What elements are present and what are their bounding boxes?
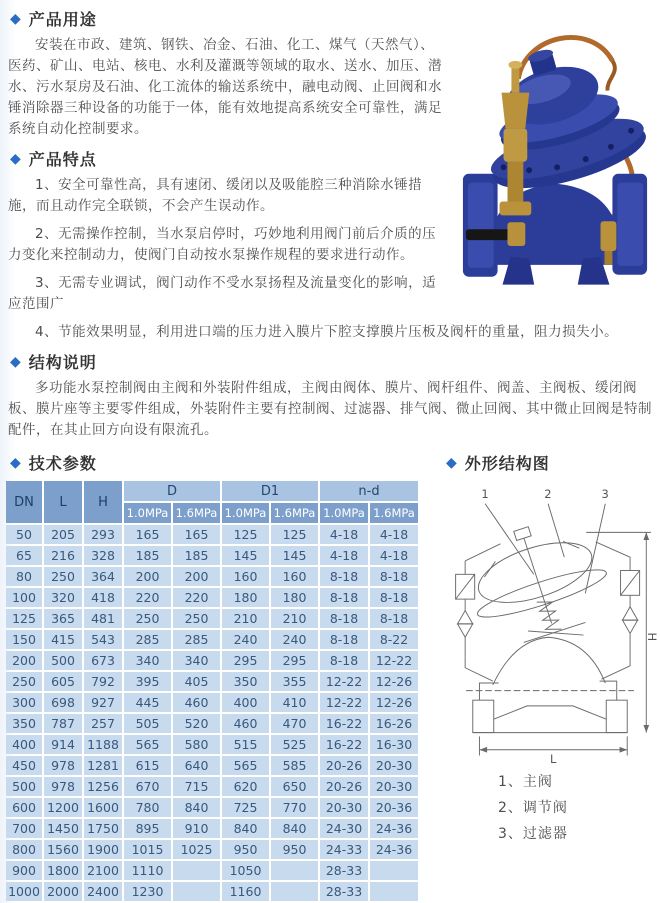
table-cell: 250 — [44, 567, 82, 586]
table-cell: 415 — [44, 630, 82, 649]
subheader-16mpa: 1.6MPa — [271, 503, 318, 523]
table-cell: 565 — [222, 756, 269, 775]
table-cell: 8-18 — [320, 588, 368, 607]
table-cell: 780 — [124, 798, 171, 817]
feature-item: 1、安全可靠性高，具有速闭、缓闭以及吸能腔三种消除水锤措施，而且动作完全联锁，不会产生误动作。 — [8, 177, 423, 214]
table-cell: 220 — [124, 588, 171, 607]
table-cell: 895 — [124, 819, 171, 838]
table-cell: 840 — [222, 819, 269, 838]
parameters-table-body — [6, 525, 418, 901]
table-cell: 8-18 — [370, 588, 418, 607]
table-row — [6, 567, 418, 586]
callout-1: 1 — [481, 487, 489, 502]
table-cell: 20-36 — [370, 798, 418, 817]
table-row — [6, 609, 418, 628]
table-cell: 240 — [222, 630, 269, 649]
table-cell: 1015 — [124, 840, 171, 859]
section-title-outline — [446, 451, 660, 474]
valve-handle — [466, 229, 512, 240]
table-cell: 1000 — [6, 882, 42, 901]
table-cell: 400 — [222, 693, 269, 712]
table-cell: 240 — [271, 630, 318, 649]
table-cell: 1025 — [173, 840, 220, 859]
table-cell — [173, 882, 220, 901]
table-cell: 20-30 — [370, 756, 418, 775]
subheader-10mpa: 1.0MPa — [124, 503, 171, 523]
table-cell: 80 — [6, 567, 42, 586]
callout-2: 2 — [544, 487, 552, 502]
table-cell: 12-26 — [370, 693, 418, 712]
header-row-groups — [6, 481, 418, 501]
table-cell: 20-30 — [320, 798, 368, 817]
table-cell: 328 — [84, 546, 122, 565]
table-cell: 520 — [173, 714, 220, 733]
section-title-features — [10, 147, 448, 170]
section-title-structure — [10, 350, 654, 373]
structure-paragraph: 多功能水泵控制阀由主阀和外装附件组成，主阀由阀体、膜片、阀杆组件、阀盖、主阀板、缓闭阀板、膜片座等主要零件组成，外装附件主要有控制阀、过滤器、排气阀、微止回阀、其中微止回阀是特制配件，在其止回方向设有限流孔。 — [8, 380, 652, 438]
table-cell: 8-18 — [370, 567, 418, 586]
table-cell: 605 — [44, 672, 82, 691]
table-cell: 364 — [84, 567, 122, 586]
table-cell: 200 — [173, 567, 220, 586]
diamond-icon: ◆ — [10, 150, 22, 167]
table-cell: 515 — [222, 735, 269, 754]
table-cell: 840 — [271, 819, 318, 838]
table-cell: 320 — [44, 588, 82, 607]
table-cell: 500 — [44, 651, 82, 670]
table-cell: 16-22 — [320, 714, 368, 733]
table-cell: 580 — [173, 735, 220, 754]
table-cell — [271, 861, 318, 880]
table-cell: 725 — [222, 798, 269, 817]
table-row — [6, 756, 418, 775]
table-cell: 8-18 — [370, 609, 418, 628]
table-cell: 1600 — [84, 798, 122, 817]
table-cell: 1160 — [222, 882, 269, 901]
table-cell: 1281 — [84, 756, 122, 775]
table-cell: 698 — [44, 693, 82, 712]
table-cell: 165 — [173, 525, 220, 544]
table-cell: 250 — [173, 609, 220, 628]
table-cell: 350 — [6, 714, 42, 733]
table-cell: 800 — [6, 840, 42, 859]
bottom-columns — [8, 449, 660, 903]
table-row — [6, 651, 418, 670]
table-cell: 210 — [271, 609, 318, 628]
table-cell: 481 — [84, 609, 122, 628]
table-cell: 24-36 — [370, 819, 418, 838]
table-row — [6, 693, 418, 712]
table-cell: 950 — [271, 840, 318, 859]
table-cell: 670 — [124, 777, 171, 796]
table-cell: 285 — [124, 630, 171, 649]
table-cell: 927 — [84, 693, 122, 712]
table-cell: 165 — [124, 525, 171, 544]
table-cell — [370, 861, 418, 880]
legend-item-filter: 3、过滤器 — [498, 826, 568, 842]
table-cell: 565 — [124, 735, 171, 754]
table-cell: 1450 — [44, 819, 82, 838]
table-cell: 1256 — [84, 777, 122, 796]
table-cell: 1188 — [84, 735, 122, 754]
table-row — [6, 819, 418, 838]
table-cell: 620 — [222, 777, 269, 796]
dim-label-h: H — [645, 632, 660, 642]
table-cell: 200 — [124, 567, 171, 586]
section-title-parameters — [10, 451, 430, 474]
structure-title: 结构说明 — [28, 353, 97, 372]
legend-item-regulating-valve: 2、调节阀 — [498, 800, 568, 816]
table-cell: 8-22 — [370, 630, 418, 649]
table-cell: 640 — [173, 756, 220, 775]
col-header-d1: D1 — [222, 481, 318, 501]
table-cell: 460 — [173, 693, 220, 712]
subheader-16mpa: 1.6MPa — [370, 503, 418, 523]
table-cell: 770 — [271, 798, 318, 817]
table-cell: 220 — [173, 588, 220, 607]
table-cell: 4-18 — [370, 525, 418, 544]
table-cell: 978 — [44, 756, 82, 775]
table-cell: 600 — [6, 798, 42, 817]
table-cell: 914 — [44, 735, 82, 754]
table-cell: 700 — [6, 819, 42, 838]
table-cell: 250 — [124, 609, 171, 628]
table-row — [6, 735, 418, 754]
table-cell: 12-22 — [320, 672, 368, 691]
table-cell: 418 — [84, 588, 122, 607]
table-cell: 395 — [124, 672, 171, 691]
table-cell: 8-18 — [320, 609, 368, 628]
table-cell: 1200 — [44, 798, 82, 817]
table-cell: 145 — [222, 546, 269, 565]
table-cell — [271, 882, 318, 901]
table-cell: 250 — [6, 672, 42, 691]
table-cell: 12-22 — [370, 651, 418, 670]
table-row — [6, 546, 418, 565]
table-cell: 340 — [173, 651, 220, 670]
usage-title: 产品用途 — [28, 10, 97, 29]
table-cell: 1050 — [222, 861, 269, 880]
table-cell: 210 — [222, 609, 269, 628]
table-row — [6, 714, 418, 733]
table-cell: 16-30 — [370, 735, 418, 754]
table-cell: 100 — [6, 588, 42, 607]
table-cell: 900 — [6, 861, 42, 880]
table-cell: 50 — [6, 525, 42, 544]
callout-3: 3 — [601, 487, 609, 502]
table-row — [6, 630, 418, 649]
col-header-h: H — [84, 481, 122, 523]
table-cell: 445 — [124, 693, 171, 712]
subheader-16mpa: 1.6MPa — [173, 503, 220, 523]
table-cell: 24-36 — [370, 840, 418, 859]
dim-label-l: L — [550, 752, 557, 765]
table-cell: 295 — [271, 651, 318, 670]
table-cell: 1750 — [84, 819, 122, 838]
outline-diagram — [436, 479, 660, 765]
table-cell: 650 — [271, 777, 318, 796]
table-cell: 525 — [271, 735, 318, 754]
table-cell: 615 — [124, 756, 171, 775]
parameters-section — [8, 449, 430, 903]
table-row — [6, 798, 418, 817]
table-cell: 2000 — [44, 882, 82, 901]
structure-section — [8, 350, 654, 441]
table-cell: 12-26 — [370, 672, 418, 691]
table-cell: 8-18 — [320, 651, 368, 670]
top-section — [8, 7, 654, 343]
table-row — [6, 882, 418, 901]
table-cell: 12-22 — [320, 693, 368, 712]
table-cell: 145 — [271, 546, 318, 565]
diamond-icon: ◆ — [10, 10, 22, 27]
table-cell: 1900 — [84, 840, 122, 859]
table-cell: 300 — [6, 693, 42, 712]
table-cell: 1800 — [44, 861, 82, 880]
table-cell: 1110 — [124, 861, 171, 880]
table-cell — [173, 861, 220, 880]
diamond-icon: ◆ — [446, 454, 458, 471]
table-cell: 185 — [173, 546, 220, 565]
subheader-10mpa: 1.0MPa — [222, 503, 269, 523]
table-cell: 978 — [44, 777, 82, 796]
table-cell: 8-18 — [320, 567, 368, 586]
usage-paragraph: 安装在市政、建筑、钢铁、冶金、石油、化工、煤气（天然气）、医药、矿山、电站、核电、水利及灌溉等领域的取水、送水、加压、潜水、污水泵房及石油、化工流体的输送系统中，融电动阀、止回阀和水锤消除器三种设备的功能于一体，能有效地提高系统安全可靠性，满足系统自动化控制要求。 — [8, 37, 442, 137]
table-cell: 160 — [222, 567, 269, 586]
diagram-legend — [498, 769, 660, 847]
table-cell: 125 — [271, 525, 318, 544]
table-cell: 470 — [271, 714, 318, 733]
table-cell: 1230 — [124, 882, 171, 901]
table-row — [6, 588, 418, 607]
parameters-title: 技术参数 — [28, 454, 97, 473]
table-cell: 350 — [222, 672, 269, 691]
table-cell: 500 — [6, 777, 42, 796]
legend-item-main-valve: 1、主阀 — [498, 774, 553, 790]
table-cell: 585 — [271, 756, 318, 775]
diamond-icon: ◆ — [10, 353, 22, 370]
table-cell: 125 — [6, 609, 42, 628]
table-cell — [370, 882, 418, 901]
table-cell: 450 — [6, 756, 42, 775]
table-cell: 180 — [271, 588, 318, 607]
table-cell: 293 — [84, 525, 122, 544]
table-row — [6, 525, 418, 544]
table-cell: 400 — [6, 735, 42, 754]
feature-item: 3、无需专业调试，阀门动作不受水泵扬程及流量变化的影响，适应范围广 — [8, 275, 437, 312]
table-cell: 216 — [44, 546, 82, 565]
table-cell: 200 — [6, 651, 42, 670]
feature-item: 2、无需操作控制，当水泵启停时，巧妙地利用阀门前后介质的压力变化来控制动力，使阀门自动按水泵操作规程的要求进行动作。 — [8, 226, 437, 263]
table-cell: 410 — [271, 693, 318, 712]
table-cell: 16-22 — [320, 735, 368, 754]
table-cell: 792 — [84, 672, 122, 691]
diamond-icon: ◆ — [10, 454, 22, 471]
table-cell: 840 — [173, 798, 220, 817]
col-header-d: D — [124, 481, 220, 501]
features-title: 产品特点 — [28, 150, 97, 169]
table-cell: 505 — [124, 714, 171, 733]
table-cell: 950 — [222, 840, 269, 859]
table-cell: 20-30 — [370, 777, 418, 796]
table-cell: 150 — [6, 630, 42, 649]
table-cell: 8-18 — [320, 630, 368, 649]
table-cell: 365 — [44, 609, 82, 628]
table-cell: 24-33 — [320, 840, 368, 859]
table-cell: 20-26 — [320, 756, 368, 775]
table-cell: 295 — [222, 651, 269, 670]
table-row — [6, 777, 418, 796]
table-cell: 340 — [124, 651, 171, 670]
subheader-10mpa: 1.0MPa — [320, 503, 368, 523]
table-cell: 673 — [84, 651, 122, 670]
table-cell: 125 — [222, 525, 269, 544]
parameters-table — [4, 479, 420, 903]
table-cell: 28-33 — [320, 882, 368, 901]
product-photo — [456, 9, 654, 289]
table-cell: 715 — [173, 777, 220, 796]
table-cell: 20-26 — [320, 777, 368, 796]
table-cell: 1560 — [44, 840, 82, 859]
table-cell: 65 — [6, 546, 42, 565]
table-cell: 24-30 — [320, 819, 368, 838]
outline-section — [430, 449, 660, 903]
table-cell: 28-33 — [320, 861, 368, 880]
col-header-nd: n-d — [320, 481, 418, 501]
section-title-usage — [10, 7, 448, 30]
table-cell: 787 — [44, 714, 82, 733]
table-cell: 4-18 — [320, 525, 368, 544]
table-cell: 405 — [173, 672, 220, 691]
col-header-l: L — [44, 481, 82, 523]
table-cell: 257 — [84, 714, 122, 733]
table-cell: 543 — [84, 630, 122, 649]
table-cell: 185 — [124, 546, 171, 565]
table-cell: 460 — [222, 714, 269, 733]
table-cell: 4-18 — [370, 546, 418, 565]
col-header-dn: DN — [6, 481, 42, 523]
table-cell: 16-26 — [370, 714, 418, 733]
table-cell: 285 — [173, 630, 220, 649]
table-cell: 160 — [271, 567, 318, 586]
table-cell: 205 — [44, 525, 82, 544]
table-cell: 4-18 — [320, 546, 368, 565]
table-cell: 910 — [173, 819, 220, 838]
outline-title: 外形结构图 — [464, 454, 550, 473]
table-row — [6, 840, 418, 859]
feature-item: 4、节能效果明显，利用进口端的压力进入膜片下腔支撑膜片压板及阀杆的重量，阻力损失小。 — [35, 324, 619, 340]
table-cell: 2100 — [84, 861, 122, 880]
table-row — [6, 672, 418, 691]
table-cell: 180 — [222, 588, 269, 607]
table-row — [6, 861, 418, 880]
table-cell: 355 — [271, 672, 318, 691]
table-cell: 2400 — [84, 882, 122, 901]
